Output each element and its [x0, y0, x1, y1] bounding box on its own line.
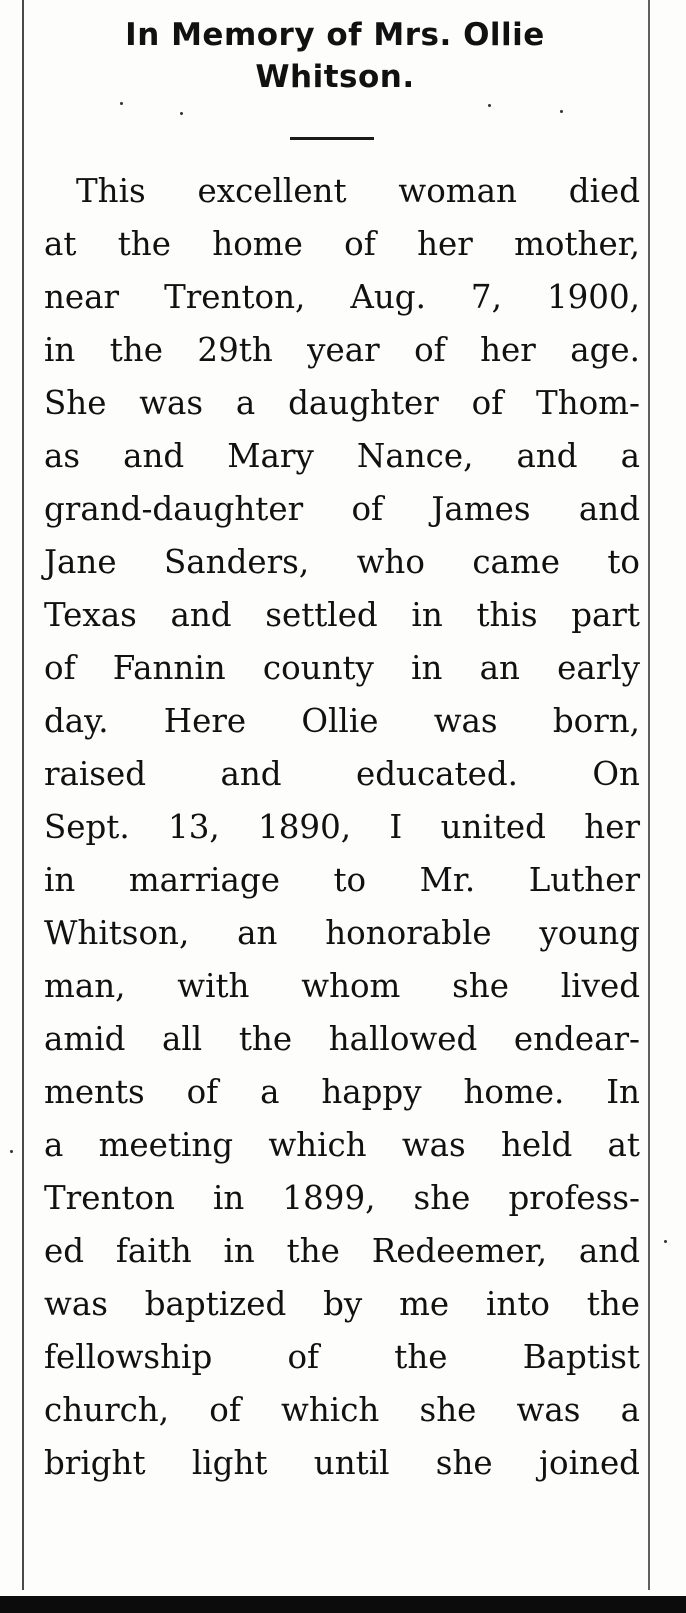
column-rule-right	[648, 0, 650, 1590]
article-line: as and Mary Nance, and a	[44, 437, 640, 475]
article-line: raised and educated. On	[44, 755, 640, 793]
article-line: at the home of her mother,	[44, 225, 640, 263]
scan-edge-bar	[0, 1596, 686, 1613]
article-headline	[30, 14, 640, 98]
article-line: fellowship of the Baptist	[44, 1338, 640, 1376]
article-line: was baptized by me into the	[44, 1285, 640, 1323]
article-line: grand-daughter of James and	[44, 490, 640, 528]
article-line: of Fannin county in an early	[44, 649, 640, 687]
article-line: Trenton in 1899, she profess-	[44, 1179, 640, 1217]
article-line: bright light until she joined	[44, 1444, 640, 1482]
article-line: a meeting which was held at	[44, 1126, 640, 1164]
article-line: This excellent woman died	[76, 172, 640, 210]
print-speck	[560, 110, 563, 113]
article-line: amid all the hallowed endear-	[44, 1020, 640, 1058]
article-line: in the 29th year of her age.	[44, 331, 640, 369]
headline-divider	[290, 137, 374, 140]
article-line: day. Here Ollie was born,	[44, 702, 640, 740]
article-line: She was a daughter of Thom-	[44, 384, 640, 422]
print-speck	[10, 1150, 13, 1153]
article-line: Jane Sanders, who came to	[44, 543, 640, 581]
column-rule-left	[22, 0, 24, 1590]
print-speck	[488, 104, 491, 107]
article-line: ed faith in the Redeemer, and	[44, 1232, 640, 1270]
article-line: in marriage to Mr. Luther	[44, 861, 640, 899]
headline-line-2: Whitson.	[255, 59, 415, 95]
article-line: near Trenton, Aug. 7, 1900,	[44, 278, 640, 316]
article-line: Texas and settled in this part	[44, 596, 640, 634]
article-line: ments of a happy home. In	[44, 1073, 640, 1111]
article-body	[44, 165, 640, 1490]
print-speck	[664, 1240, 667, 1243]
article-line: Sept. 13, 1890, I united her	[44, 808, 640, 846]
article-line: man, with whom she lived	[44, 967, 640, 1005]
print-speck	[120, 102, 123, 105]
article-line: church, of which she was a	[44, 1391, 640, 1429]
article-line: Whitson, an honorable young	[44, 914, 640, 952]
print-speck	[180, 112, 183, 115]
headline-line-1: In Memory of Mrs. Ollie	[125, 17, 545, 53]
